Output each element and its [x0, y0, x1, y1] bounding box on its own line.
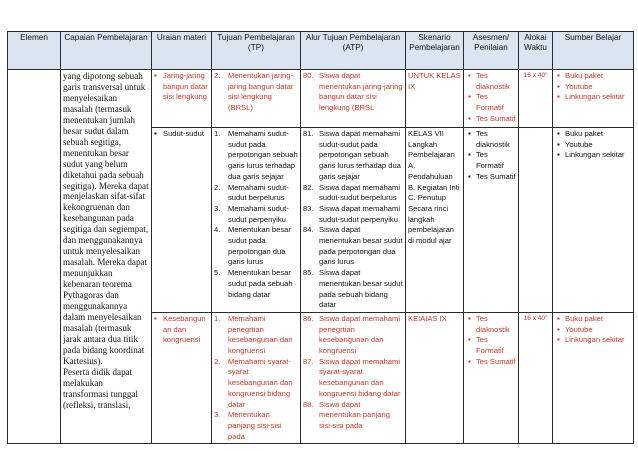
list-item: ▪ Youtube — [565, 140, 631, 151]
tp-cell — [212, 312, 301, 443]
skenario-cell: UNTUK KELAS IX — [406, 70, 464, 128]
elemen-cell — [8, 70, 61, 444]
list-item: ▪ Tes Formatif — [476, 150, 516, 171]
atp-cell — [301, 70, 406, 128]
list-item: ▪ Linkungan sekitar — [565, 92, 631, 103]
list-item: 2. Memahami syarat-syarat kesebangunan dan kongruensi bidang datar — [214, 356, 293, 409]
uraian-item: ▪ Sudut-sudut — [154, 129, 209, 140]
list-item: ▪ Buku paket — [565, 129, 631, 140]
list-item: 2. Memahami sudut-sudut berpelurus — [214, 182, 289, 203]
uraian-item: ▪ Jaring-jaring bangun datar sisi lengkung — [154, 71, 209, 103]
list-item: ▪ Buku paket — [565, 71, 631, 82]
sumber-cell — [553, 312, 634, 443]
list-item: ▪ Tes diaknostik — [476, 129, 516, 150]
tp-cell — [212, 128, 301, 313]
list-item: 4. Menentukan besar sudut pada perpotongan dua garis lurus — [214, 225, 291, 267]
capaian-cell — [61, 70, 152, 444]
list-item: ▪ Linkungan sekitar — [565, 335, 631, 346]
list-item: 83. Siswa dapat memahami sudut-sudut perpenyiku — [303, 203, 401, 224]
list-item: 84. Siswa dapat menentukan besar sudut pada perpotongan dua garis lurus — [303, 225, 403, 267]
capaian-paragraph: yang dipotong sebuah garis transversal untuk menyelesaikan masalah (termasuk menentukan jumlah besar sudut dalam sebuah segitiga, menentukan besar sudut yang belum diketahui pada sebuah segitiga). Mereka dapat menjelaskan sifat-sifat kekongruenan dan kesebangunan pada segitiga dan segiempat, dan menggunakannya untuk menyelesaikan masalah. Mereka dapat menunjukkan kebenaran teorema Pythagoras dan menggunakannya dalam menyelesaikan masalah (termasuk jarak antara dua titik pada bidang koordinat Kartesius). — [63, 71, 149, 366]
list-item: ▪ Linkungan sekitar — [565, 150, 631, 161]
header-elemen: Elemen — [8, 32, 61, 70]
list-item: 80. Siswa dapat menentukan jaring-jaring bangun datar sisi lengkung (BRSL — [303, 71, 403, 113]
list-item: 86. Siswa dapat memahami penegrtian kesebangunan dan kongruensi — [303, 313, 401, 356]
list-item: 82. Siswa dapat memahami sudut-sudut berpelurus — [303, 182, 401, 203]
skenario-cell: KEIAIAS IX — [406, 312, 464, 443]
list-item: 3. Memahami sudut-sudut perpenyiku — [214, 203, 289, 224]
list-item: ▪ Tes diaknostik — [476, 71, 516, 92]
atp-cell — [301, 312, 406, 443]
list-item: 1. Memahami sudut-sudut pada perpotongan sebuah garis lurus terhadap dua garis sejajar — [214, 129, 298, 181]
capaian-paragraph: Peserta didik dapat melakukan transformasi tunggal (refleksi, translasi, — [63, 366, 139, 410]
list-item: 5. Menentukan besar sudut pada sebuah bidang datar — [214, 268, 293, 299]
header-atp: Alur Tujuan Pembelajaran (ATP) — [301, 32, 406, 70]
header-capaian: Capaian Pembelajaran — [61, 32, 152, 70]
list-item: 81. Siswa dapat memahami sudut-sudut pada perpotongan sebuah garis lurus terhadap dua garis sejajar — [303, 129, 401, 181]
list-item: 2. Menentukan jaring-jaring bangun datar sisi lengkung (BRSL) — [214, 71, 294, 113]
list-item: ▪ Tes diaknostik — [476, 314, 516, 335]
asesmen-cell — [464, 312, 519, 443]
uraian-item: ▪ Kesebangun an dan kongruensi — [154, 314, 209, 346]
tp-cell — [212, 70, 301, 128]
header-row — [8, 32, 634, 70]
list-item: ▪ Buku paket — [565, 314, 631, 325]
header-alokasi: Alokai Waktu — [519, 32, 553, 70]
list-item: ▪ Youtube — [565, 325, 631, 336]
list-item: 3. Menentukan panjang sisi-sisi pada — [214, 410, 282, 441]
list-item: 85. Siswa dapat menentukan besar sudut pada sebuah bidang datar — [303, 268, 403, 310]
sumber-cell — [553, 128, 634, 313]
list-item: ▪ Youtube — [565, 82, 631, 93]
list-item: ▪ Tes Formatif — [476, 335, 516, 356]
uraian-cell — [152, 312, 212, 443]
header-tp: Tujuan Pembelajaran (TP) — [212, 32, 301, 70]
uraian-cell — [152, 70, 212, 128]
asesmen-cell — [464, 128, 519, 313]
learning-plan-table — [7, 31, 634, 444]
list-item: ▪ Tes Sumatif — [476, 172, 516, 183]
header-sumber: Sumber Belajar — [553, 32, 634, 70]
asesmen-cell — [464, 70, 519, 128]
alokasi-cell: 16 x 40" — [519, 70, 553, 128]
list-item: ▪ Tes Sumatif — [476, 114, 516, 125]
alokasi-cell — [519, 128, 553, 313]
list-item: 88. Siswa dapat menentukan panjang sisi-sisi pada — [303, 399, 390, 430]
header-asesmen: Asesmen/ Penilaian — [464, 32, 519, 70]
header-skenario: Skenario Pembelajaran — [406, 32, 464, 70]
list-item: 1. Memahami penegrtian kesebangunan dan kongruensi — [214, 313, 293, 356]
table-row — [8, 70, 634, 128]
skenario-cell: KELAS VII Langkah Pembelajaran A. Pendahuluan B. Kegiatan Inti C. Penutup Secara rinci langkah pembelajaran di modul ajar — [406, 128, 464, 313]
list-item: 87. Siswa dapat memahami syarat-syarat kesebangunan dan kongruensi bidang datar — [303, 356, 401, 398]
alokasi-cell: 16 x 40" — [519, 312, 553, 443]
uraian-cell — [152, 128, 212, 313]
header-uraian: Uraian materi — [152, 32, 212, 70]
list-item: ▪ Tes Sumatif — [476, 357, 516, 368]
list-item: ▪ Tes Formatif — [476, 92, 516, 113]
atp-cell — [301, 128, 406, 313]
sumber-cell — [553, 70, 634, 128]
